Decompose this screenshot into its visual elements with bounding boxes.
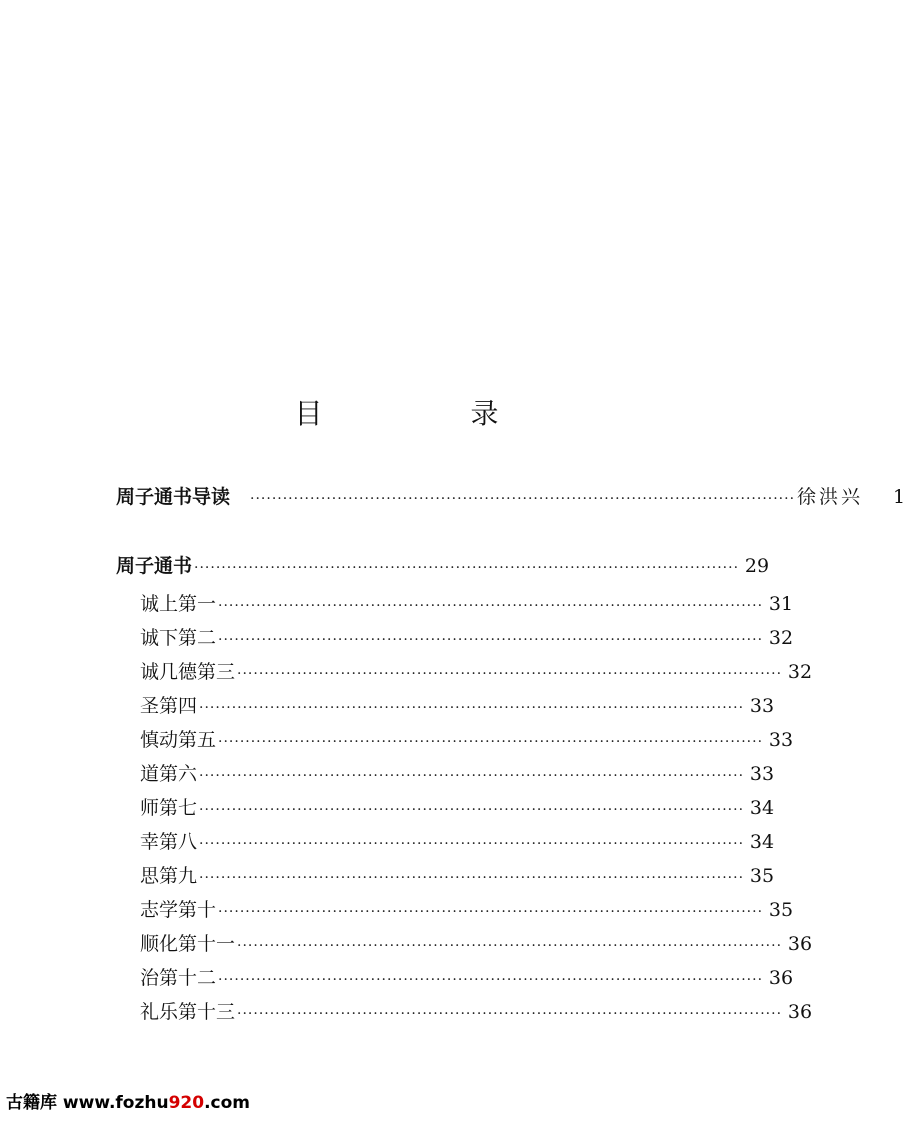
dot-leader: ···································································································· xyxy=(218,904,764,920)
toc-entry-page: 34 xyxy=(749,831,775,853)
toc-entry-label: 幸第八 xyxy=(140,831,198,853)
toc-entry-page: 35 xyxy=(768,899,794,921)
toc-entry-page: 32 xyxy=(768,627,794,649)
toc-entry-page: 35 xyxy=(749,865,775,887)
toc-entry-label: 礼乐第十三 xyxy=(140,1001,236,1023)
toc-entry-page: 1 xyxy=(892,486,905,508)
toc-entry[interactable] xyxy=(140,859,775,893)
toc-entry-page: 33 xyxy=(768,729,794,751)
toc-entry[interactable] xyxy=(140,689,775,723)
toc-entry-page: 34 xyxy=(749,797,775,819)
toc-entry[interactable] xyxy=(140,825,775,859)
toc-entry-label: 志学第十 xyxy=(140,899,217,921)
toc-entry[interactable] xyxy=(140,655,813,689)
toc-entry-label: 诚几德第三 xyxy=(140,661,236,683)
dot-leader: ···································································································· xyxy=(250,491,796,507)
dot-leader: ···································································································· xyxy=(199,870,745,886)
toc-subentries xyxy=(140,587,813,1029)
dot-leader: ···································································································· xyxy=(218,632,764,648)
dot-leader: ···································································································· xyxy=(199,768,745,784)
toc-entry-page: 31 xyxy=(768,593,794,615)
toc-entry-label: 诚下第二 xyxy=(140,627,217,649)
toc-entry-page: 33 xyxy=(749,763,775,785)
toc-entry-page: 32 xyxy=(787,661,813,683)
toc-entry-label: 周子通书导读 xyxy=(116,486,231,508)
toc-entry-label: 周子通书 xyxy=(116,555,193,577)
toc-entry-label: 圣第四 xyxy=(140,695,198,717)
toc-entry-page: 36 xyxy=(768,967,794,989)
site-url[interactable]: www.fozhu920.com xyxy=(62,1093,251,1113)
toc-entry-author: 徐洪兴 xyxy=(797,486,864,508)
toc-entry-label: 治第十二 xyxy=(140,967,217,989)
toc-entry[interactable] xyxy=(140,927,813,961)
dot-leader: ···································································································· xyxy=(218,972,764,988)
dot-leader: ···································································································· xyxy=(199,700,745,716)
site-name: 古籍库 xyxy=(6,1093,57,1113)
page-title: 目 录 xyxy=(294,397,559,430)
toc-entry-page: 29 xyxy=(744,555,770,577)
toc-entry-page: 36 xyxy=(787,933,813,955)
toc-entry-intro[interactable] xyxy=(116,484,905,510)
toc-entry[interactable] xyxy=(140,893,794,927)
toc-entry[interactable] xyxy=(140,621,794,655)
toc-entry[interactable] xyxy=(140,587,794,621)
dot-leader: ···································································································· xyxy=(218,598,764,614)
toc-entry-label: 道第六 xyxy=(140,763,198,785)
toc-entry[interactable] xyxy=(140,757,775,791)
toc-entry[interactable] xyxy=(140,995,813,1029)
dot-leader: ···································································································· xyxy=(199,802,745,818)
watermark-footer xyxy=(6,1088,250,1113)
toc-entry[interactable] xyxy=(140,723,794,757)
toc-entry[interactable] xyxy=(140,961,794,995)
toc-entry-label: 师第七 xyxy=(140,797,198,819)
toc-entry[interactable] xyxy=(140,791,775,825)
toc-entry-label: 思第九 xyxy=(140,865,198,887)
dot-leader: ···································································································· xyxy=(237,666,783,682)
dot-leader: ···································································································· xyxy=(194,560,740,576)
dot-leader: ···································································································· xyxy=(237,938,783,954)
toc-entry-label: 顺化第十一 xyxy=(140,933,236,955)
dot-leader: ···································································································· xyxy=(218,734,764,750)
toc-entry-main[interactable] xyxy=(116,553,770,579)
toc-entry-page: 36 xyxy=(787,1001,813,1023)
dot-leader: ···································································································· xyxy=(237,1006,783,1022)
toc-entry-label: 诚上第一 xyxy=(140,593,217,615)
dot-leader: ···································································································· xyxy=(199,836,745,852)
toc-entry-label: 慎动第五 xyxy=(140,729,217,751)
toc-entry-page: 33 xyxy=(749,695,775,717)
